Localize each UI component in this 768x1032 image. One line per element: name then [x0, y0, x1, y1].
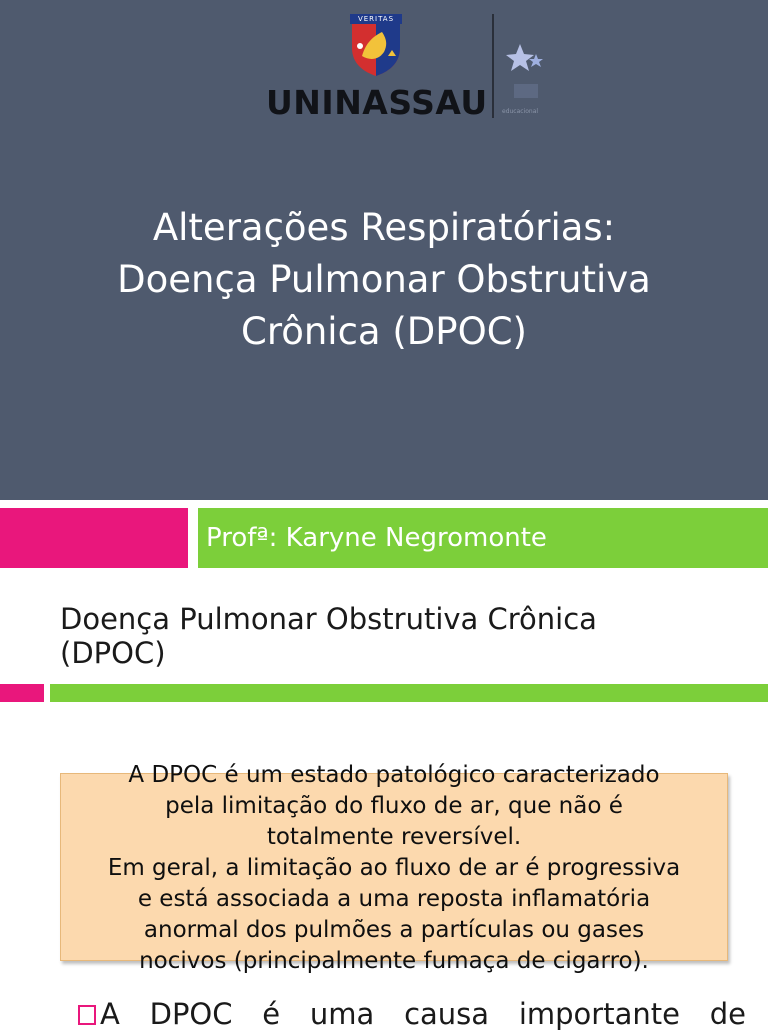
definition-line: totalmente reversível.	[266, 824, 522, 850]
pink-accent-block	[0, 508, 188, 568]
definition-line: anormal dos pulmões a partículas ou gases	[143, 917, 645, 943]
logo-divider	[492, 14, 494, 118]
title-slide-header	[0, 0, 768, 500]
bullet-word: causa	[404, 997, 490, 1031]
definition-line: pela limitação do fluxo de ar, que não é	[165, 793, 623, 819]
slide2-title-line: Doença Pulmonar Obstrutiva Crônica	[60, 602, 597, 636]
bullet-word: uma	[309, 997, 375, 1031]
slide2-title-line: (DPOC)	[60, 636, 166, 670]
definition-line: nocivos (principalmente fumaça de cigarro).	[139, 948, 649, 974]
slide-title	[30, 202, 738, 358]
pink-accent-bar	[0, 684, 44, 702]
bullet-text	[100, 996, 746, 1032]
bullet-word: DPOC	[149, 997, 233, 1031]
definition-line: Em geral, a limitação ao fluxo de ar é progressiva	[107, 855, 681, 881]
definition-line: e está associada a uma reposta inflamatória	[137, 886, 651, 912]
bullet-word: de	[709, 997, 746, 1031]
definition-line: A DPOC é um estado patológico caracterizado	[128, 762, 660, 788]
square-bullet-icon	[78, 1005, 96, 1025]
author-name: Profª: Karyne Negromonte	[206, 523, 547, 553]
definition-text	[60, 760, 728, 977]
uninassau-logo	[264, 12, 554, 122]
slide-title-line: Alterações Respiratórias:	[152, 206, 616, 249]
slide-title-line: Crônica (DPOC)	[240, 310, 527, 353]
bullet-word: importante	[518, 997, 680, 1031]
slide-title-line: Doença Pulmonar Obstrutiva	[117, 258, 651, 301]
band-gap	[0, 500, 768, 508]
bullet-word: A	[100, 997, 120, 1031]
logo-wordmark: UNINASSAU	[266, 83, 488, 122]
logo-motto: VERITAS	[357, 15, 395, 23]
bullet-word: é	[262, 997, 281, 1031]
slide2-title	[60, 602, 740, 670]
bullet-item	[78, 996, 746, 1032]
green-accent-bar	[50, 684, 768, 702]
logo-submark: educacional	[502, 108, 539, 115]
